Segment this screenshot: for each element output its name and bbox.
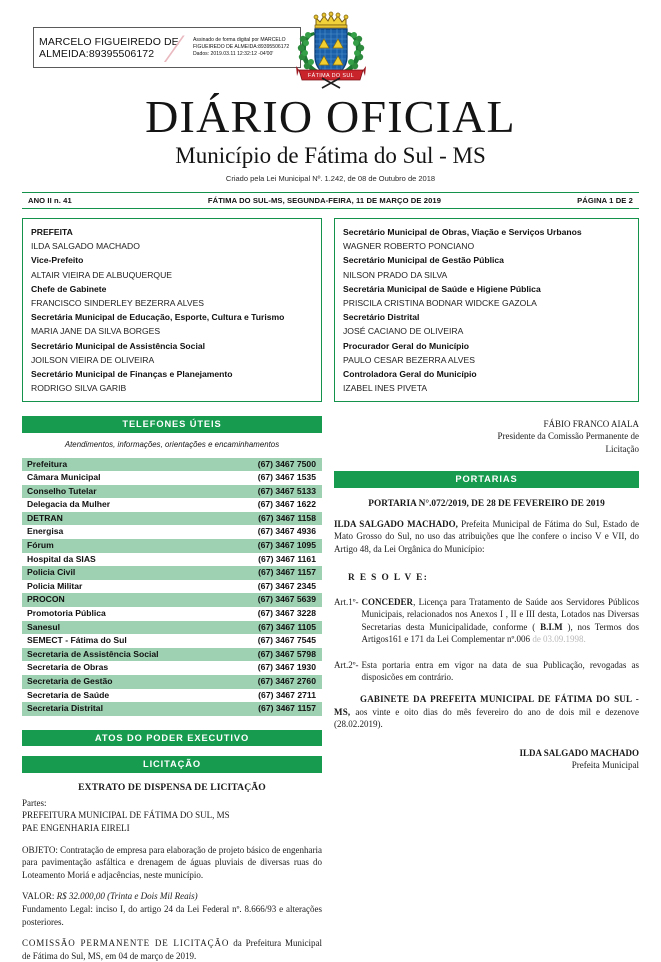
official-entry: [31, 339, 314, 367]
official-name: PAULO CESAR BEZERRA ALVES: [343, 354, 475, 365]
licitacao-fundamento: Fundamento Legal: inciso I, do artigo 24 da Lei Federal nº. 8.666/93 e alterações posteriores.: [22, 903, 322, 927]
phone-number: (67) 3467 2345: [257, 580, 316, 591]
official-entry: [31, 310, 314, 338]
official-entry: [343, 282, 631, 310]
official-entry: [343, 225, 631, 253]
portaria-signer-role: Prefeita Municipal: [571, 760, 639, 771]
page-title: DIÁRIO OFICIAL: [145, 91, 516, 142]
official-entry: [31, 367, 314, 395]
official-name: FRANCISCO SINDERLEY BEZERRA ALVES: [31, 298, 205, 309]
issue-location-date: FÁTIMA DO SUL-MS, SEGUNDA-FEIRA, 11 DE MARÇO DE 2019: [207, 196, 442, 205]
atos-section-header: ATOS DO PODER EXECUTIVO: [22, 730, 322, 747]
table-row: [22, 539, 322, 553]
phone-directory-table: [22, 458, 322, 716]
table-row: [22, 689, 322, 703]
portaria-title: PORTARIA N°.072/2019, DE 28 DE FEVEREIRO DE 2019: [368, 498, 605, 509]
phone-name: Secretaria de Assistência Social: [27, 648, 159, 659]
table-row: [22, 648, 322, 662]
licitacao-signature-block: [334, 418, 639, 455]
official-role: Secretário Municipal de Assistência Social: [31, 340, 206, 351]
signature-detail-line1: Assinado de forma digital por MARCELO: [193, 37, 286, 43]
phone-number: (67) 3467 1157: [258, 703, 316, 714]
official-role: Secretário Distrital: [343, 312, 420, 323]
officials-box-left: [22, 218, 322, 402]
parte-1: PREFEITURA MUNICIPAL DE FÁTIMA DO SUL, MS: [22, 810, 230, 821]
portarias-section-header: PORTARIAS: [334, 471, 639, 488]
official-entry: [343, 310, 631, 338]
official-entry: [343, 367, 631, 395]
official-name: PRISCILA CRISTINA BODNAR WIDCKE GAZOLA: [343, 298, 537, 309]
portaria-preamble-text: Prefeita Municipal de Fátima do Sul, Estado de Mato Grosso do Sul, no uso das atribuições que lhe confere o inciso V e VII, do Artigo 48, da Lei Orgânica do Município:: [334, 518, 640, 554]
table-row: [22, 553, 322, 567]
phone-number: (67) 3467 1158: [258, 512, 316, 523]
article-1-bim: B.I.M: [540, 621, 563, 632]
table-row: [22, 512, 322, 526]
portaria-article-2: [334, 659, 639, 684]
phone-number: (67) 3467 1535: [257, 472, 316, 483]
issue-year-number: ANO II n. 41: [28, 196, 72, 205]
table-row: [22, 566, 322, 580]
coat-of-arms-icon: [296, 8, 366, 92]
signature-swoosh-icon: ⁄: [171, 26, 178, 71]
phone-name: Secretaria de Saúde: [27, 689, 110, 700]
phone-name: Secretaria Distrital: [27, 703, 103, 714]
signature-name-line2: ALMEIDA:89395506172: [39, 47, 155, 60]
table-row: [22, 634, 322, 648]
phone-number: (67) 3467 5639: [257, 594, 316, 605]
phone-number: (67) 3467 3228: [257, 608, 316, 619]
parte-2: PAE ENGENHARIA EIRELI: [22, 822, 130, 833]
official-entry: [31, 282, 314, 310]
article-1-label: Art.1º-: [334, 596, 359, 607]
body-columns: [22, 218, 639, 962]
table-row: [22, 485, 322, 499]
phone-number: (67) 3467 1622: [257, 499, 316, 510]
phone-number: (67) 3467 5798: [257, 648, 316, 659]
digital-signature-stamp: [33, 26, 301, 71]
phone-name: Câmara Municipal: [27, 472, 101, 483]
licitacao-valor: [22, 890, 322, 903]
official-role: Secretário Municipal de Obras, Viação e Serviços Urbanos: [343, 227, 582, 237]
partes-label: Partes:: [22, 797, 47, 808]
valor-label: VALOR:: [22, 891, 55, 902]
portaria-resolve-label: R E S O L V E:: [348, 572, 429, 583]
table-row: [22, 621, 322, 635]
phone-name: Delegacia da Mulher: [27, 499, 111, 510]
phone-name: DETRAN: [27, 512, 63, 523]
portaria-article-1: [334, 596, 639, 646]
phone-number: (67) 3467 5133: [257, 485, 316, 496]
licitacao-title: EXTRATO DE DISPENSA DE LICITAÇÃO: [78, 781, 266, 793]
phone-name: Energisa: [27, 526, 64, 537]
official-name: ILDA SALGADO MACHADO: [31, 241, 140, 252]
signer-name: FÁBIO FRANCO AIALA: [543, 419, 639, 429]
phone-number: (67) 3467 1095: [257, 540, 316, 551]
right-column: [334, 218, 639, 962]
signature-name-line1: MARCELO FIGUEIREDO DE: [39, 35, 179, 48]
gabinete-heading: GABINETE DA PREFEITA MUNICIPAL DE FÁTIMA DO SUL - MS,: [334, 694, 639, 717]
official-role: Secretária Municipal de Educação, Esporte, Cultura e Turismo: [31, 312, 285, 323]
valor-amount: R$ 32.000,00 (Trinta e Dois Mil Reais): [56, 891, 198, 902]
phone-number: (67) 3467 2760: [257, 676, 316, 686]
phone-name: Hospital da SIAS: [27, 553, 96, 564]
official-name: NILSON PRADO DA SILVA: [343, 269, 448, 280]
gabinete-text: aos vinte e oito dias do mês fevereiro do ano de dois mil e dezenove (28.02.2019).: [334, 706, 639, 730]
licitacao-objeto: OBJETO: Contratação de empresa para elaboração de projeto básico de engenharia para pavimentação asfáltica e drenagem de águas pluviais de diversas ruas do Loteamento Moriá e adjacências, neste município.: [22, 844, 322, 880]
phone-number: (67) 3467 7545: [257, 635, 316, 646]
table-row: [22, 675, 322, 689]
article-1-faded-date: de 03.09.1998.: [532, 634, 586, 645]
left-column: [22, 218, 322, 962]
phone-name: Policia Civil: [27, 567, 76, 578]
table-row: [22, 458, 322, 472]
article-1-keyword: CONCEDER: [361, 596, 414, 607]
phone-number: (67) 3467 1157: [258, 567, 316, 578]
signature-name: [34, 28, 187, 67]
phone-number: (67) 3467 4936: [257, 526, 316, 537]
official-name: WAGNER ROBERTO PONCIANO: [343, 241, 475, 252]
phone-name: Prefeitura: [27, 458, 68, 469]
phone-number: (67) 3467 7500: [257, 458, 316, 469]
phone-name: Sanesul: [27, 621, 60, 632]
licitacao-section-header: LICITAÇÃO: [22, 756, 322, 773]
portaria-preamble: [334, 518, 639, 556]
phone-number: (67) 3467 1105: [258, 621, 316, 632]
issue-info-bar: [22, 192, 639, 209]
official-role: Secretária Municipal de Saúde e Higiene Pública: [343, 283, 541, 294]
phone-number: (67) 3467 2711: [258, 689, 316, 700]
table-row: [22, 607, 322, 621]
phone-name: Promotoria Pública: [27, 608, 106, 619]
official-role: Procurador Geral do Município: [343, 340, 470, 351]
official-entry: [31, 253, 314, 281]
phone-name: PROCON: [27, 594, 65, 605]
article-1-body: , Licença para Tratamento de Saúde aos Servidores Públicos Municipais, relacionados nos Anexos I , II e III desta, Lotados nas Diversas Secretarias desta Municipalidade, conforme (: [361, 596, 639, 632]
portaria-signature-block: [334, 747, 639, 772]
official-name: JOSÉ CACIANO DE OLIVEIRA: [343, 326, 464, 337]
table-row: [22, 593, 322, 607]
official-role: Secretário Municipal de Finanças e Planejamento: [31, 369, 233, 380]
signature-detail-line3: Dados: 2019.03.11 12:32:12 -04'00': [193, 51, 274, 57]
table-row: [22, 471, 322, 485]
masthead-subtitle: Município de Fátima do Sul - MS: [175, 143, 486, 168]
issue-page-number: PÁGINA 1 DE 2: [577, 196, 633, 205]
phone-name: Policia Militar: [27, 580, 83, 591]
official-name: JOILSON VIEIRA DE OLIVEIRA: [31, 354, 155, 365]
article-1-text: [362, 596, 639, 646]
signer-role-line2: Licitação: [605, 443, 639, 454]
official-role: Controladora Geral do Município: [343, 369, 477, 380]
official-name: IZABEL INES PIVETA: [343, 383, 428, 394]
official-entry: [343, 253, 631, 281]
article-1-body-2: ), nos Termos dos Artigos161 e 171 da Lei Complementar nº.006: [361, 621, 640, 645]
signer-role-line1: Presidente da Comissão Permanente de: [497, 431, 639, 442]
signature-detail: [171, 26, 300, 71]
portaria-signer-name: ILDA SALGADO MACHADO: [519, 747, 639, 758]
table-row: [22, 580, 322, 594]
table-row: [22, 702, 322, 716]
masthead-law-reference: Criado pela Lei Municipal Nº. 1.242, de 08 de Outubro de 2018: [225, 174, 436, 183]
phone-number: (67) 3467 1161: [258, 553, 316, 564]
phone-name: Secretaria de Gestão: [27, 676, 113, 686]
phone-name: Conselho Tutelar: [27, 485, 97, 496]
phone-name: Fórum: [27, 540, 54, 551]
official-name: MARIA JANE DA SILVA BORGES: [31, 326, 161, 337]
phone-name: SEMECT - Fátima do Sul: [27, 635, 127, 646]
portaria-gabinete: [334, 693, 639, 731]
official-entry: [343, 339, 631, 367]
table-row: [22, 661, 322, 675]
official-role: Secretário Municipal de Gestão Pública: [343, 255, 504, 266]
official-role: PREFEITA: [31, 227, 73, 237]
signature-detail-line2: FIGUEIREDO DE ALMEIDA:89395506172: [193, 44, 290, 50]
comissao-name: COMISSÃO PERMANENTE DE LICITAÇÃO: [22, 938, 230, 949]
official-entry: [31, 225, 314, 253]
official-role: Vice-Prefeito: [31, 255, 84, 266]
official-role: Chefe de Gabinete: [31, 283, 107, 294]
licitacao-comissao: [22, 937, 322, 962]
telefones-section-header: TELEFONES ÚTEIS: [22, 416, 322, 433]
officials-box-right: [334, 218, 639, 402]
table-row: [22, 498, 322, 512]
article-2-label: Art.2º-: [334, 659, 359, 670]
official-name: RODRIGO SILVA GARIB: [31, 383, 127, 394]
phone-number: (67) 3467 1930: [257, 662, 316, 673]
phone-name: Secretaria de Obras: [27, 662, 109, 673]
portaria-preamble-name: ILDA SALGADO MACHADO,: [334, 518, 458, 529]
official-name: ALTAIR VIEIRA DE ALBUQUERQUE: [31, 269, 173, 280]
telefones-subtitle: Atendimentos, informações, orientações e encaminhamentos: [64, 439, 280, 449]
svg-text:FÁTIMA DO SUL: FÁTIMA DO SUL: [307, 73, 355, 79]
article-2-text: Esta portaria entra em vigor na data de sua Publicação, revogadas as disposicões em contrário.: [361, 659, 639, 683]
comissao-detail: da Prefeitura Municipal de Fátima do Sul, MS, em 04 de março de 2019.: [22, 938, 322, 961]
table-row: [22, 525, 322, 539]
